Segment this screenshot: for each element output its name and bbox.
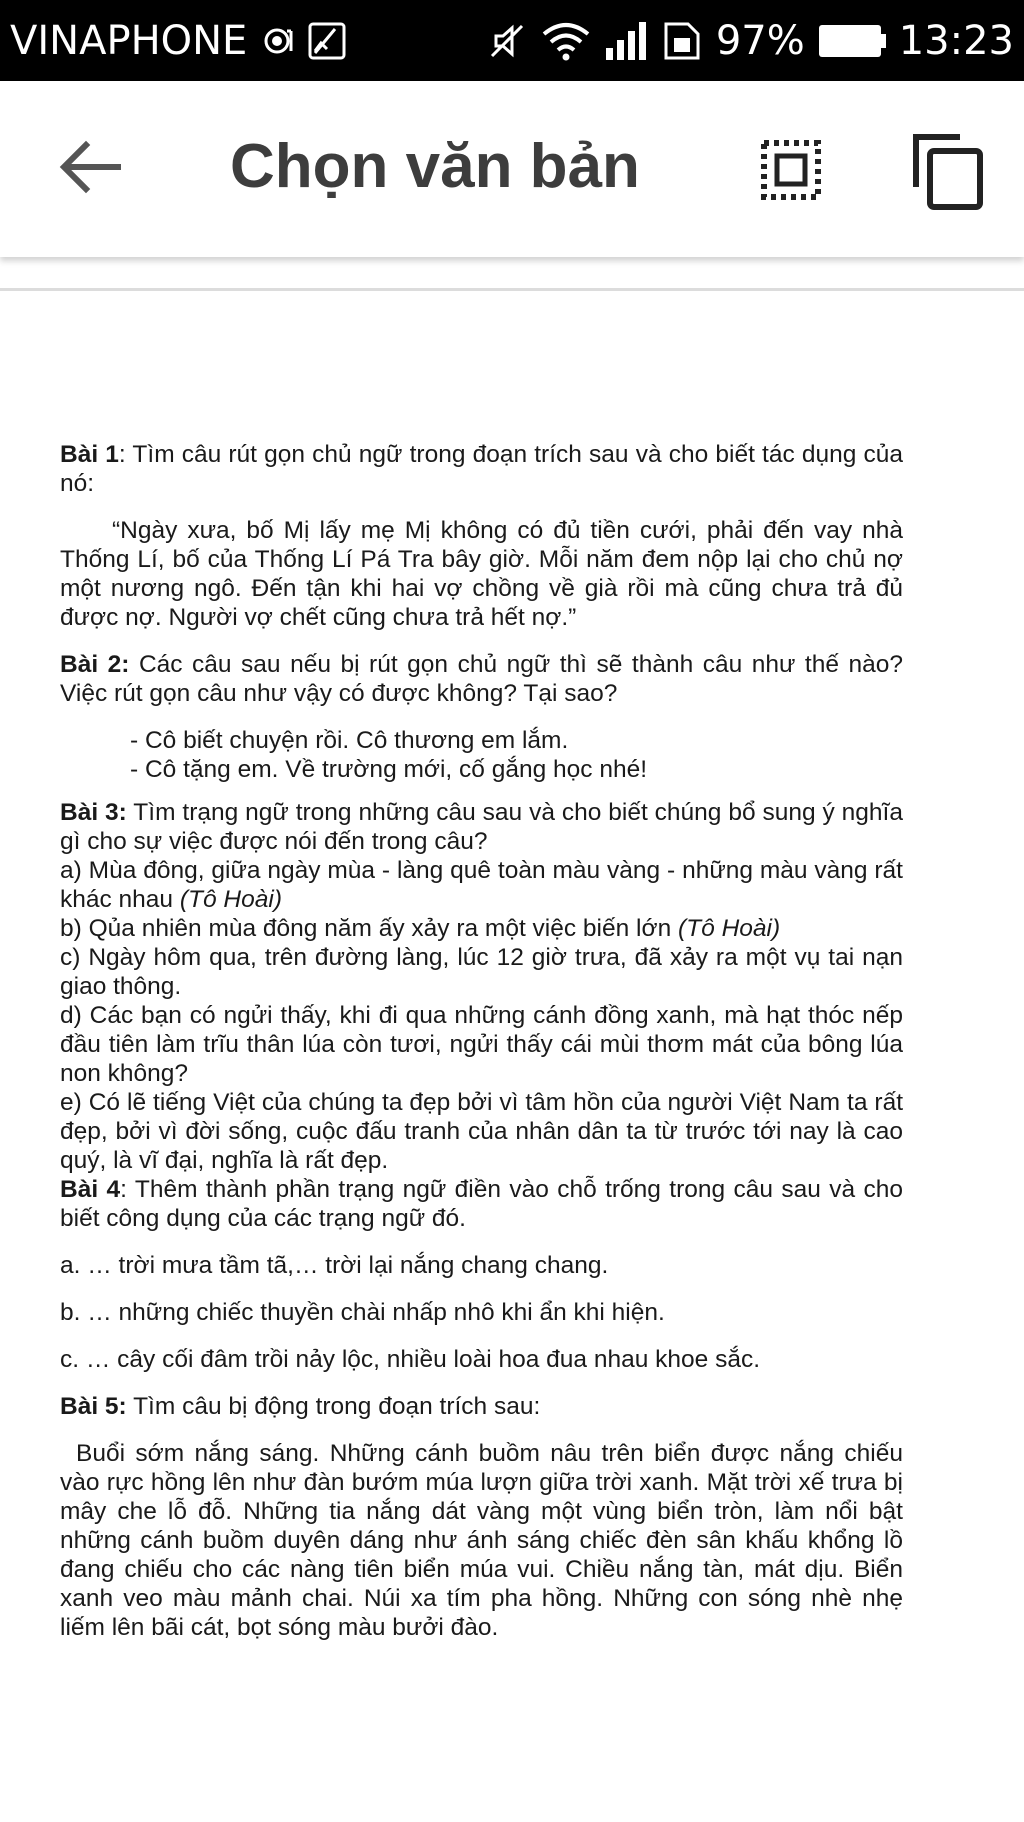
bai3-b-source: (Tô Hoài)	[678, 915, 781, 942]
divider	[0, 288, 1024, 291]
status-bar-right	[486, 0, 1014, 81]
app-bar	[0, 81, 1024, 257]
sim-icon	[662, 20, 704, 62]
battery-icon	[817, 21, 887, 61]
bai5-label: Bài 5:	[60, 1393, 127, 1420]
mute-icon	[486, 20, 528, 62]
select-all-icon	[760, 139, 822, 201]
bai2-item: - Cô biết chuyện rồi. Cô thương em lắm.	[130, 727, 569, 754]
bai2-label: Bài 2:	[60, 651, 130, 678]
status-bar	[0, 0, 1024, 81]
bai4-question	[60, 1175, 903, 1233]
bai1-label: Bài 1	[60, 441, 119, 468]
hotspot-icon	[257, 21, 297, 61]
copy-button[interactable]	[910, 131, 986, 211]
document-content[interactable]	[60, 440, 903, 1642]
bai5-passage: Buổi sớm nắng sáng. Những cánh buồm nâu trên biển được nắng chiếu vào rực hồng lên như đàn bướm múa lượn giữa trời xanh. Mặt trời xế trưa bị mây che lỗ đỗ. Những tia nắng dát vàng một vùng biển tròn, làm nổi bật những cánh buồm duyên dáng như ánh sáng chiếc đèn sân khấu khổng lồ đang chiếu cho các nàng tiên biển múa vui. Chiều nắng tàn, mát dịu. Biển xanh veo màu mảnh chai. Núi xa tím pha hồng. Những con sóng nhè nhẹ liếm lên bãi cát, bọt sóng màu bưởi đào.	[60, 1440, 903, 1641]
bai3-item-d: d) Các bạn có ngửi thấy, khi đi qua những cánh đồng xanh, mà hạt thóc nếp đầu tiên làm trĩu thân lúa còn tươi, ngửi thấy cái mùi thơm mát của bông lúa non không?	[60, 1002, 903, 1087]
bai5-question-text: Tìm câu bị động trong đoạn trích sau:	[126, 1393, 541, 1420]
bai4-item: c. … cây cối đâm trồi nảy lộc, nhiều loài hoa đua nhau khoe sắc.	[60, 1346, 761, 1373]
bai3-label: Bài 3:	[60, 799, 127, 826]
back-button[interactable]	[56, 137, 126, 197]
bai3-item-a	[60, 856, 903, 914]
bai3-question-text: Tìm trạng ngữ trong những câu sau và cho biết chúng bổ sung ý nghĩa gì cho sự việc được nói đến trong câu?	[60, 799, 903, 855]
signal-icon	[604, 20, 650, 62]
bai4-item: b. … những chiếc thuyền chài nhấp nhô khi ẩn khi hiện.	[60, 1299, 665, 1326]
arrow-left-icon	[56, 137, 126, 197]
image-icon	[307, 21, 347, 61]
bai2-question-text: Các câu sau nếu bị rút gọn chủ ngữ thì sẽ thành câu như thế nào? Việc rút gọn câu như vậy có được không? Tại sao?	[60, 651, 903, 707]
bai3-a-text: a) Mùa đông, giữa ngày mùa - làng quê toàn màu vàng - những màu vàng rất khác nhau	[60, 857, 903, 913]
bai3-item-e: e) Có lẽ tiếng Việt của chúng ta đẹp bởi vì tâm hồn của người Việt Nam ta rất đẹp, bởi vì đời sống, cuộc đấu tranh của nhân dân ta từ trước tới nay là cao quý, là vĩ đại, nghĩa là rất đẹp.	[60, 1089, 903, 1174]
select-all-button[interactable]	[760, 139, 822, 201]
bai3-item-b	[60, 914, 903, 943]
clock: 13:23	[898, 17, 1014, 64]
page-title: Chọn văn bản	[230, 132, 640, 201]
bai5-question	[60, 1392, 903, 1421]
bai3-b-text: b) Qủa nhiên mùa đông năm ấy xảy ra một việc biến lớn	[60, 915, 679, 942]
bai2-item: - Cô tặng em. Về trường mới, cố gắng học nhé!	[130, 756, 648, 783]
bai3-item-c: c) Ngày hôm qua, trên đường làng, lúc 12 giờ trưa, đã xảy ra một vụ tai nạn giao thông.	[60, 944, 903, 1000]
copy-icon	[910, 131, 986, 211]
bai4-item: a. … trời mưa tầm tã,… trời lại nắng chang chang.	[60, 1252, 609, 1279]
bai1-question-text: : Tìm câu rút gọn chủ ngữ trong đoạn trích sau và cho biết tác dụng của nó:	[60, 441, 904, 497]
wifi-icon	[540, 20, 592, 62]
bai4-label: Bài 4	[60, 1176, 121, 1203]
bai3-question	[60, 798, 903, 856]
bai2-question	[60, 650, 903, 708]
bai1-question	[60, 440, 903, 498]
battery-percent: 97%	[715, 17, 805, 64]
bai3-a-source: (Tô Hoài)	[179, 886, 282, 913]
carrier-name: VINAPHONE	[10, 17, 248, 64]
bai4-question-text: : Thêm thành phần trạng ngữ điền vào chỗ trống trong câu sau và cho biết công dụng của các trạng ngữ đó.	[60, 1176, 903, 1232]
bai1-passage: “Ngày xưa, bố Mị lấy mẹ Mị không có đủ tiền cưới, phải đến vay nhà Thống Lí, bố của Thống Lí Pá Tra bây giờ. Mỗi năm đem nộp lại cho chủ nợ một nương ngô. Đến tận khi hai vợ chồng về già rồi mà cũng chưa trả đủ được nợ. Người vợ chết cũng chưa trả hết nợ.”	[60, 517, 903, 631]
status-bar-left	[10, 0, 347, 81]
